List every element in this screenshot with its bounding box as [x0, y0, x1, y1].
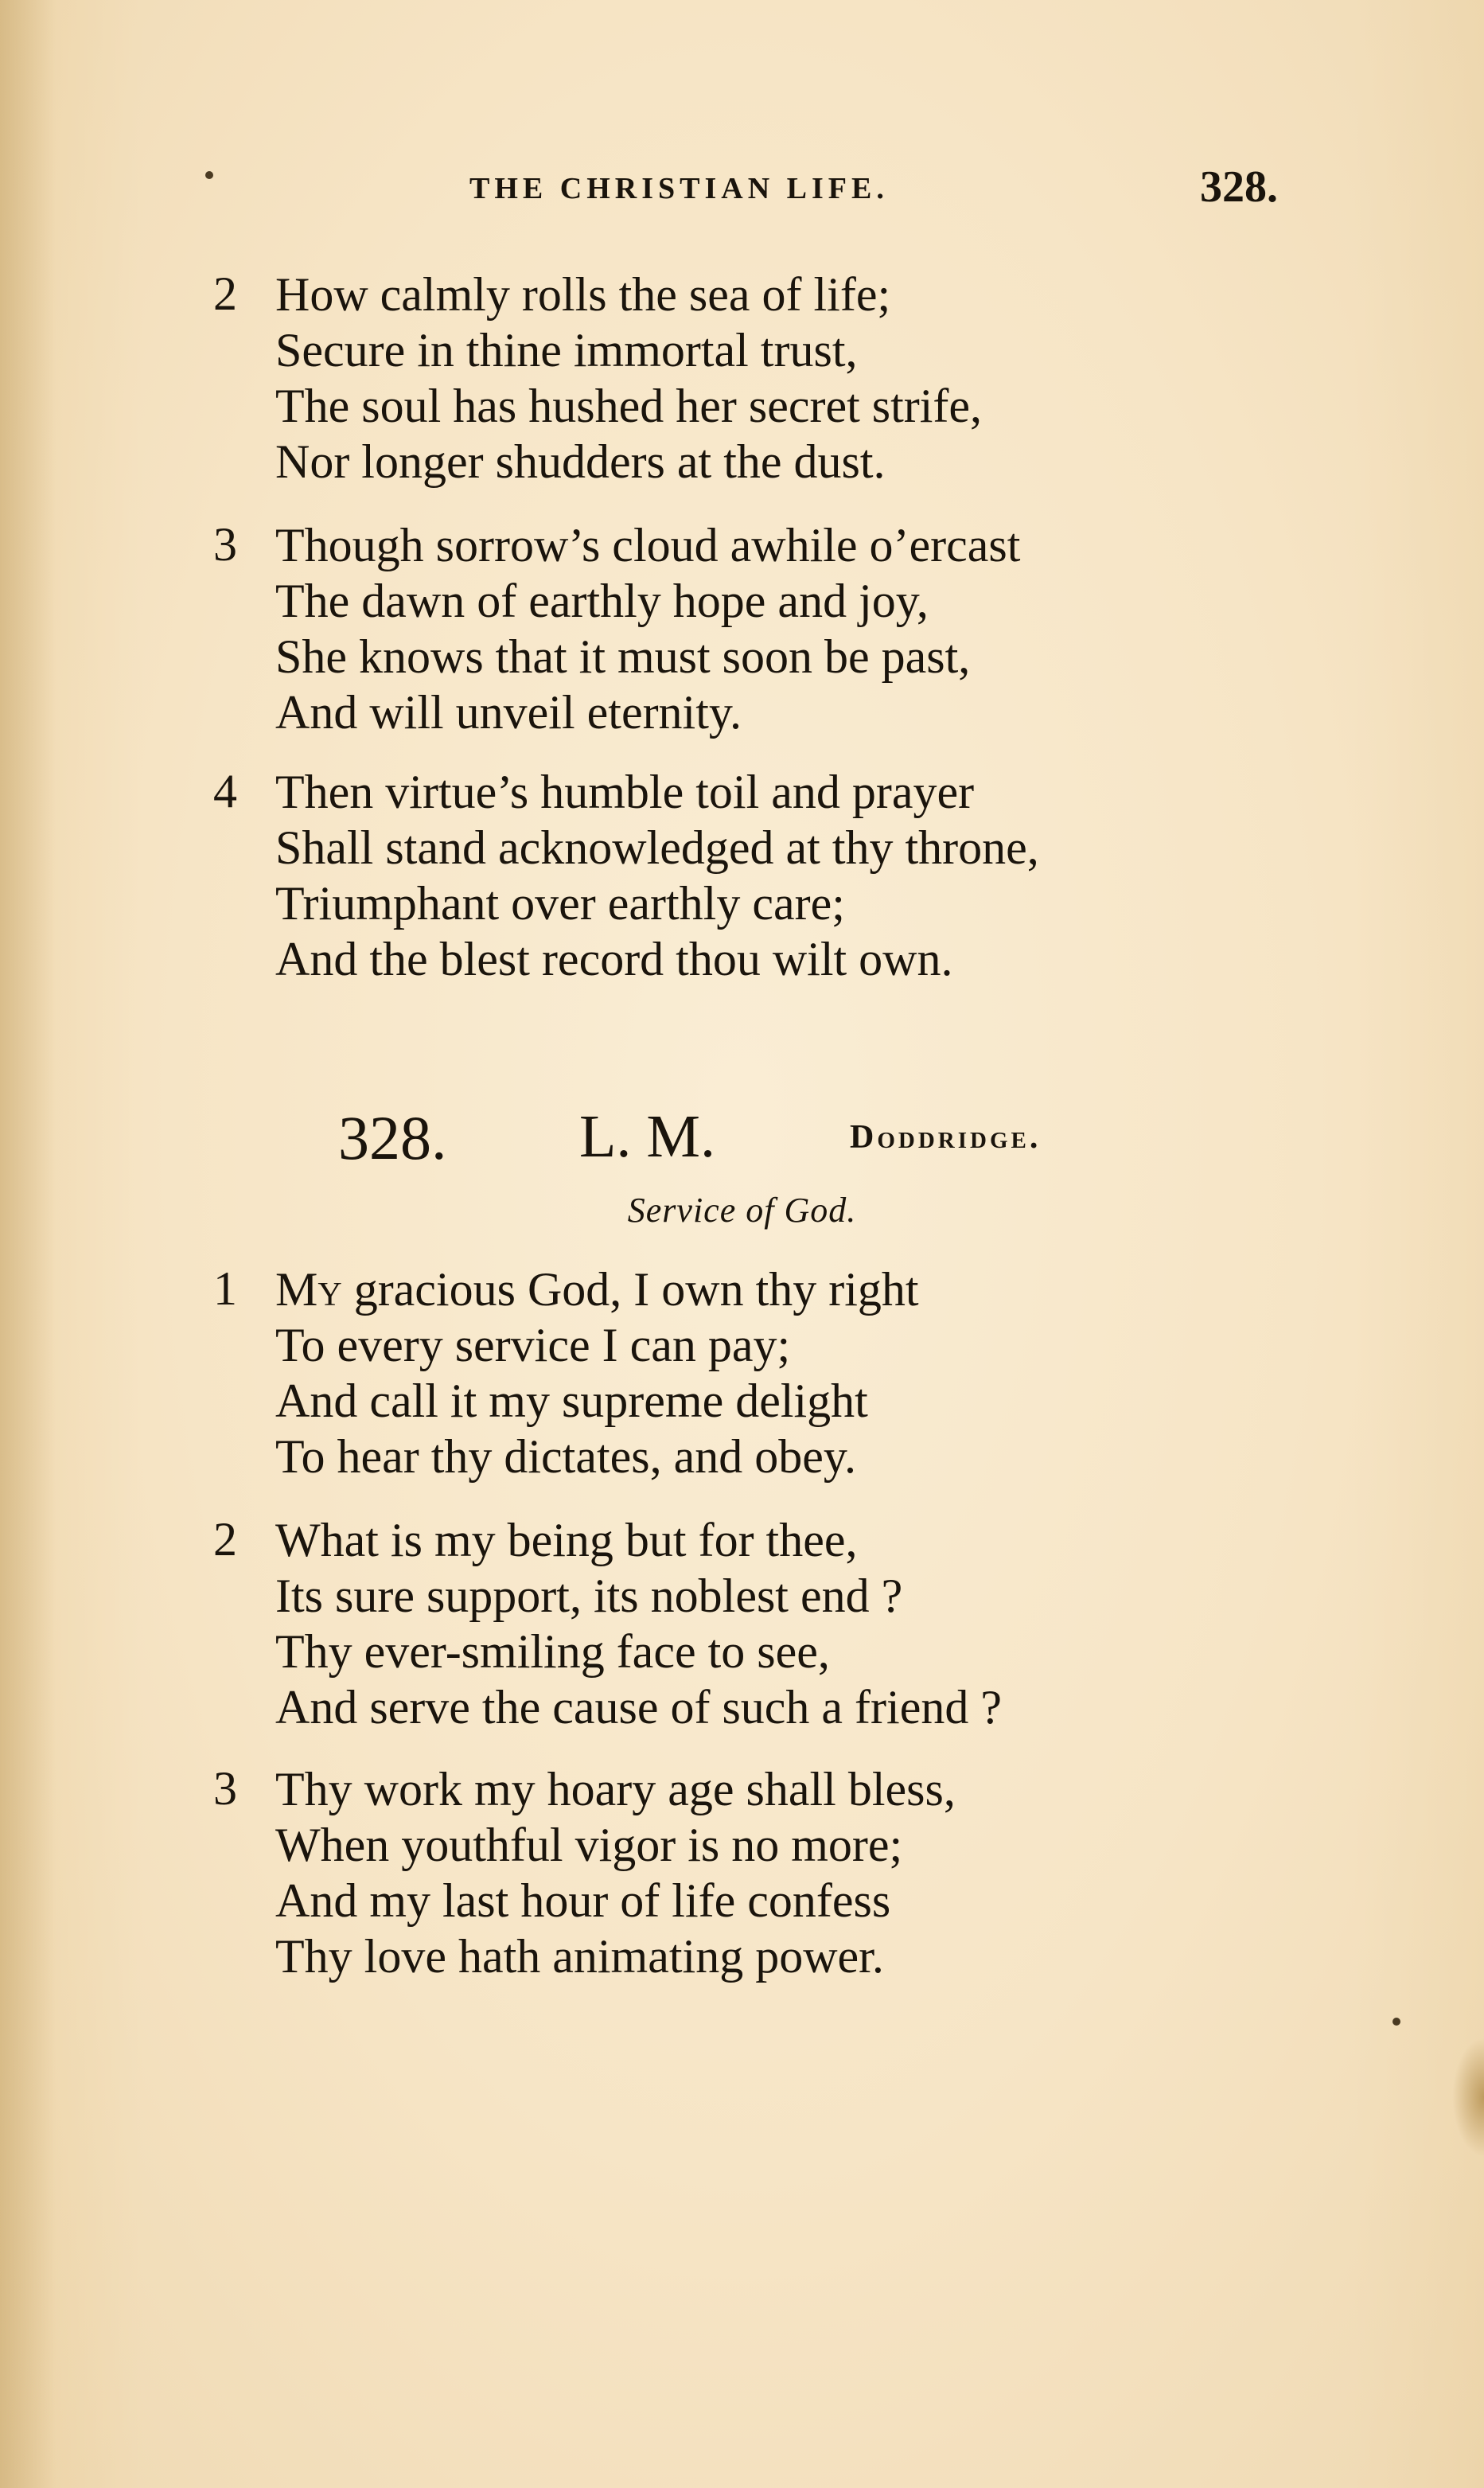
paper-stain [1452, 2038, 1484, 2157]
stanza [213, 1512, 1002, 1735]
stanza [213, 764, 1039, 987]
verse-line: The dawn of earthly hope and joy, [275, 575, 929, 627]
running-head [0, 163, 1484, 219]
ink-speck [1392, 2018, 1400, 2026]
stanza [213, 1262, 919, 1484]
verse-line: Thy love hath animating power. [275, 1930, 884, 1983]
verse-line: Thy work my hoary age shall bless, [275, 1763, 956, 1815]
stanza-number: 3 [213, 518, 237, 571]
stanza [213, 1761, 956, 1984]
verse-line [213, 1262, 919, 1317]
verse-line: She knows that it must soon be past, [275, 630, 971, 683]
page-edge-shadow [0, 0, 56, 2488]
page-number: 328. [1200, 162, 1278, 212]
verse-line: How calmly rolls the sea of life; [275, 268, 891, 321]
verse-line: Triumphant over earthly care; [275, 877, 845, 930]
stanza-number: 1 [213, 1262, 237, 1315]
verse-line: And the blest record thou wilt own. [275, 933, 953, 985]
stanza-number: 3 [213, 1762, 237, 1815]
hymn-title: Service of God. [627, 1191, 857, 1230]
verse-line: What is my being but for thee, [275, 1514, 858, 1566]
verse-line: And serve the cause of such a friend ? [275, 1681, 1002, 1733]
verse-line: To every service I can pay; [275, 1319, 791, 1371]
verse-line-rest: gracious God, I own thy right [341, 1263, 919, 1316]
hymn-heading [0, 1102, 1484, 1174]
verse-line: Though sorrow’s cloud awhile o’ercast [275, 519, 1021, 571]
stanza [213, 267, 982, 489]
hymn-number: 328. [338, 1103, 447, 1172]
verse-line: And call it my supreme delight [275, 1375, 868, 1427]
verse-line: And will unveil eternity. [275, 686, 742, 739]
verse-line: Its sure support, its noblest end ? [275, 1570, 903, 1622]
verse-line: Thy ever-smiling face to see, [275, 1625, 830, 1678]
verse-line: Nor longer shudders at the dust. [275, 435, 886, 488]
hymn-meter: L. M. [579, 1103, 715, 1170]
verse-line: Shall stand acknowledged at thy throne, [275, 821, 1039, 874]
verse-line: The soul has hushed her secret strife, [275, 380, 983, 432]
verse-line: To hear thy dictates, and obey. [275, 1430, 856, 1483]
hymn-author: Doddridge. [850, 1119, 1042, 1156]
initial-word: My [275, 1263, 342, 1316]
verse-line: When youthful vigor is no more; [275, 1819, 903, 1871]
verse-line: Then virtue’s humble toil and prayer [275, 766, 975, 818]
running-head-title: THE CHRISTIAN LIFE. [469, 172, 889, 205]
stanza [213, 517, 1020, 740]
verse-line: Secure in thine immortal trust, [275, 324, 858, 376]
stanza-number: 4 [213, 765, 237, 817]
stanza-number: 2 [213, 1513, 237, 1566]
verse-line: And my last hour of life confess [275, 1874, 891, 1927]
stanza-number: 2 [213, 267, 237, 320]
